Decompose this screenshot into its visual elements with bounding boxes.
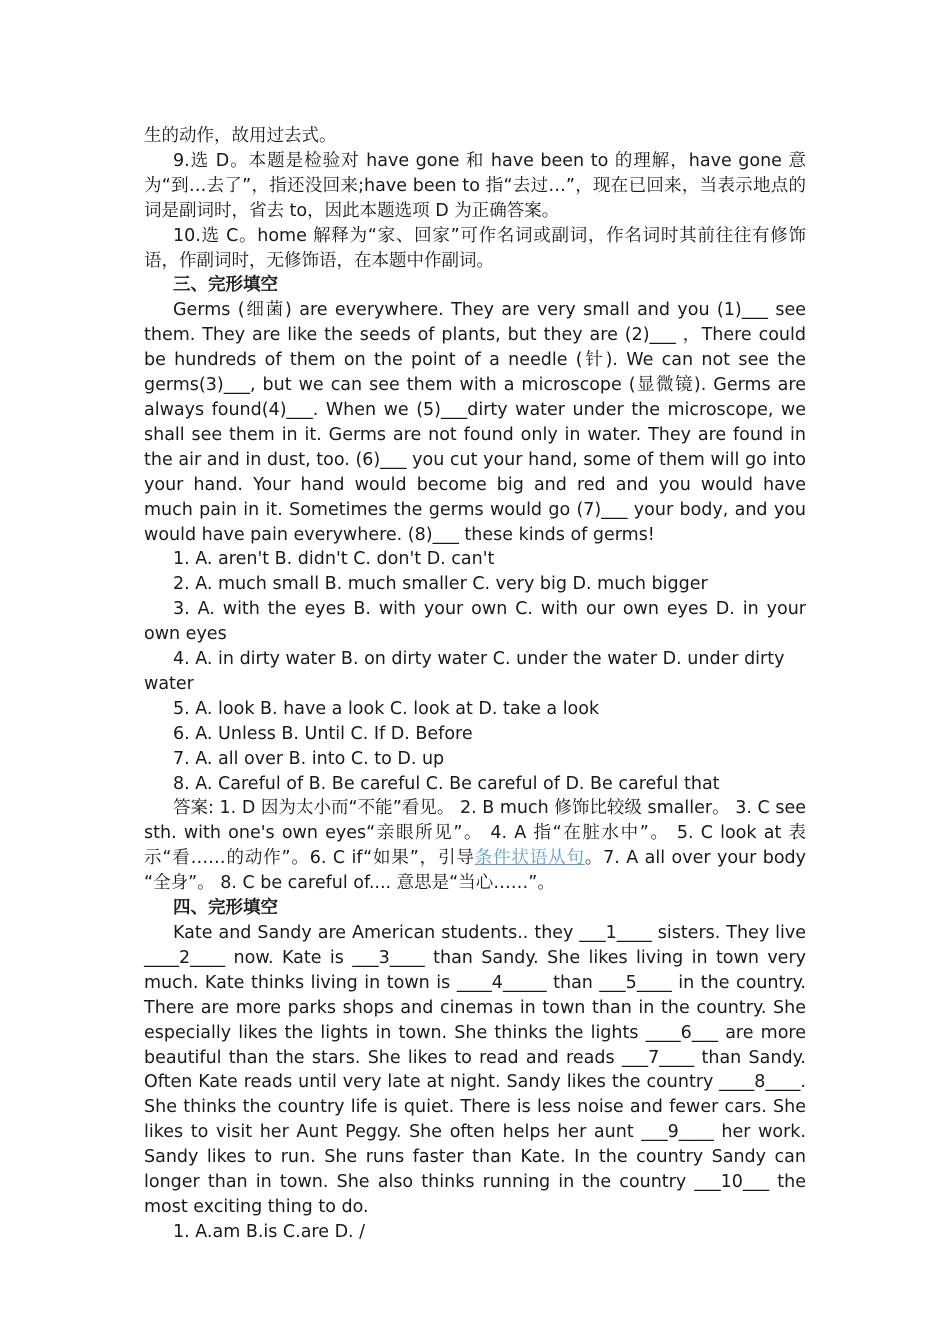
option-line-4: 4. A. in dirty water B. on dirty water C. under the water D. under dirty water [144, 649, 785, 694]
text-line-continuation: 生的动作，故用过去式。 [144, 126, 337, 146]
option-line-3: 3. A. with the eyes B. with your own C. with our own eyes D. in your own eyes [144, 599, 806, 645]
option-line-5: 5. A. look B. have a look C. look at D. take a look [173, 698, 600, 719]
answer-text-part2: 。7. A all over your body “全身”。 8. C be careful of.... 意思是“当心……”。 [144, 848, 806, 894]
explanation-q10: 10.选 C。home 解释为“家、回家”可作名词或副词，作名词时其前往往有修饰语，作副词时，无修饰语，在本题中作副词。 [144, 225, 806, 271]
option-line-6: 6. A. Unless B. Until C. If D. Before [173, 723, 473, 744]
cloze-passage-germs: Germs (细菌) are everywhere. They are very small and you (1)___ see them. They are like the seeds of plants, but they are (2)___ ，There could be hundreds of them on the point of a needle (针). We can not see the germs(3)___, but we can see them with a microscope (显微镜). Germs are always found(4)___. When we (5)___dirty water under the microscope, we shall see them in it. Germs are not found only in water. They are found in the air and in dust, too. (6)___ you cut your hand, some of them will go into your hand. Your hand would become big and red and you would have much pain in it. Sometimes the germs would go (7)___ your body, and you would have pain everywhere. (8)___ these kinds of germs! [144, 300, 806, 545]
option-line-2: 2. A. much small B. much smaller C. very big D. much bigger [173, 574, 708, 595]
cloze-passage-kate-sandy: Kate and Sandy are American students.. they ___1____ sisters. They live ____2____ now. Kate is ___3____ than Sandy. She likes living in town very much. Kate thinks living in town is ____4_____ than ___5____ in the country. There are more parks shops and cinemas in town than in the country. She especially likes the lights in town. She thinks the lights ____6___ are more beautiful than the stars. She likes to read and reads ___7____ than Sandy. Often Kate reads until very late at night. Sandy likes the country ____8____. She thinks the country life is quiet. There is less noise and fewer cars. She likes to visit her Aunt Peggy. She often helps her aunt ___9____ her work. Sandy likes to run. She runs faster than Kate. In the country Sandy can longer than in town. She also thinks running in the country ___10___ the most exciting thing to do. [144, 923, 806, 1217]
section-heading-4: 四、完形填空 [173, 898, 278, 919]
option-line-1: 1. A. aren't B. didn't C. don't D. can't [173, 549, 495, 570]
option-line-7: 7. A. all over B. into C. to D. up [173, 748, 445, 769]
conditional-clause-link[interactable]: 条件状语从句 [474, 848, 585, 869]
document-page [144, 124, 806, 1245]
answer-key [144, 796, 806, 896]
option-line-8: 8. A. Careful of B. Be careful C. Be careful of D. Be careful that [173, 773, 720, 794]
section-heading-3: 三、完形填空 [173, 275, 278, 296]
explanation-q9: 9.选 D。本题是检验对 have gone 和 have been to 的理解，have gone 意为“到…去了”，指还没回来;have been to 指“去过…”，现在已回来，当表示地点的词是副词时，省去 to，因此本题选项 D 为正确答案。 [144, 150, 806, 221]
option-line-s4-1: 1. A.am B.is C.are D. / [173, 1221, 366, 1242]
answer-text-part1: 答案: 1. D 因为太小而“不能”看见。 2. B much 修饰比较级 smaller。 3. C see sth. with one's own eyes“亲眼所见”。 4. A 指“在脏水中”。 5. C look at 表示“看……的动作”。6. C if“如果”，引导 [144, 798, 806, 869]
